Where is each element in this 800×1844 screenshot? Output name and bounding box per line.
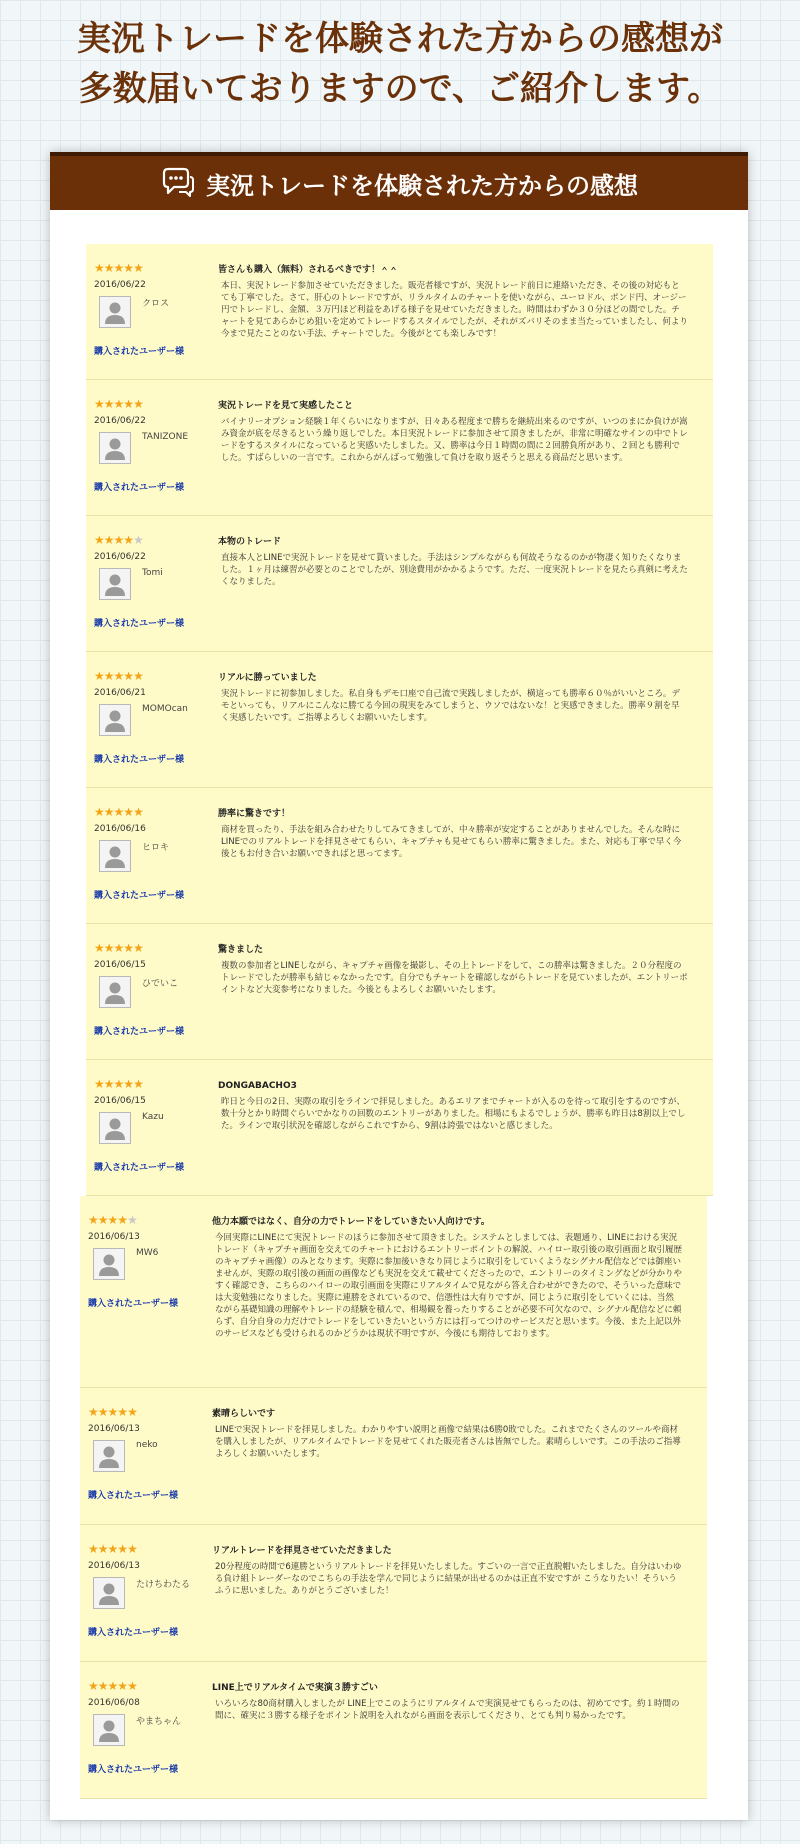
user-avatar-icon xyxy=(100,977,130,1007)
star-filled-icon: ★ xyxy=(97,1679,108,1693)
star-filled-icon: ★ xyxy=(113,1077,124,1091)
star-rating xyxy=(94,398,214,410)
star-filled-icon: ★ xyxy=(107,1679,118,1693)
review-date: 2016/06/22 xyxy=(94,416,146,426)
review-date: 2016/06/13 xyxy=(88,1232,140,1242)
review-content xyxy=(218,944,688,996)
review-body: バイナリーオプション経験１年くらいになりますが、日々ある程度まで勝ちを継続出来るのですが、いつのまにか負けが嵩み資金が底を尽きるという繰り返しでした。本日実況トレードに参加させて頂きましたが、非常に明確なサインの中でトレードをするスタイルになっていると実感いたしました。又、勝率は今日１時間の間に２回勝負所があり、２回とも勝利でした。すばらしいの一言です。これからがんばって勉強して負けを取り返そうと思える商品だと思います。 xyxy=(221,417,688,463)
reviewer xyxy=(94,704,214,742)
star-filled-icon: ★ xyxy=(113,941,124,955)
star-filled-icon: ★ xyxy=(127,1679,137,1693)
review-content xyxy=(212,1216,682,1340)
review-content xyxy=(218,400,688,464)
star-rating xyxy=(94,806,214,818)
reviewer xyxy=(94,296,214,334)
star-filled-icon: ★ xyxy=(113,669,124,683)
reviewer xyxy=(94,568,214,606)
review-meta xyxy=(94,670,214,765)
review-date: 2016/06/15 xyxy=(94,960,146,970)
reviewer-nickname: MOMOcan xyxy=(142,704,188,714)
star-filled-icon: ★ xyxy=(94,397,104,411)
review-body: 複数の参加者とLINEしながら、キャプチャ画像を撮影し、その上トレードをして、この勝率は驚きました。２０分程度のトレードでしたが勝率も結じゃなかったです。自分でもチャートを確認しながらトレードを見ていましたが、エントリーポイントなど大変参考になりました。今後ともよろしくお願いいたします。 xyxy=(221,961,688,995)
review-title: 本物のトレード xyxy=(218,537,282,547)
reviewer-nickname: ひでいこ xyxy=(142,979,179,989)
star-filled-icon: ★ xyxy=(107,1542,118,1556)
review-item xyxy=(80,1196,707,1388)
review-content xyxy=(218,536,688,588)
review-content xyxy=(212,1682,682,1722)
star-rating xyxy=(94,1078,214,1090)
review-content xyxy=(218,1080,688,1132)
review-list xyxy=(86,244,713,1784)
star-filled-icon: ★ xyxy=(107,1213,118,1227)
review-title: 他力本願ではなく、自分の力でトレードをしていきたい人向けです。 xyxy=(212,1217,490,1227)
star-empty-icon: ★ xyxy=(127,1213,137,1227)
review-date: 2016/06/13 xyxy=(88,1424,140,1434)
star-filled-icon: ★ xyxy=(97,1405,108,1419)
star-filled-icon: ★ xyxy=(88,1542,98,1556)
avatar xyxy=(93,1440,125,1472)
star-filled-icon: ★ xyxy=(127,1405,137,1419)
star-rating xyxy=(94,942,214,954)
reviewer xyxy=(94,432,214,470)
review-meta xyxy=(94,942,214,1037)
review-content xyxy=(218,264,688,340)
star-filled-icon: ★ xyxy=(103,805,114,819)
review-item xyxy=(86,1060,713,1196)
star-filled-icon: ★ xyxy=(103,941,114,955)
star-filled-icon: ★ xyxy=(117,1542,128,1556)
reviewer-nickname: やまちゃん xyxy=(136,1717,182,1727)
page-headline xyxy=(0,14,800,114)
star-filled-icon: ★ xyxy=(113,261,124,275)
review-date: 2016/06/15 xyxy=(94,1096,146,1106)
buyer-link[interactable]: 購入されたユーザー様 xyxy=(94,347,185,357)
star-filled-icon: ★ xyxy=(123,805,134,819)
star-filled-icon: ★ xyxy=(97,1213,108,1227)
review-body: 今回実際にLINEにて実況トレードのほうに参加させて頂きました。システムとしましては、表題通り、LINEにおける実況トレード（キャプチャ画面を交えてのチャートにおけるエントリーポイントの解説、ハイロー取引後の取引画面と取引履歴のキャプチャ画像）のみとなります。実際に参加後いきなり同じように取引をしていくようなシグナル配信などでは御座いませんが、実際の取引後の画面の画像なども実況を交えて載せてくださったので、エントリーのタイミングなどが分かりやすく確認でき、こちらのハイローの取引画面を実際にリアルタイムで見ながら答え合わせができたので、そういった意味では大変勉強になりました。実際に連勝をされているので、信憑性は大有りですが、同じように取引をしていくには、当然ながら基礎知識の理解やトレードの経験を積んで、相場観を養ったりすることが必要不可欠なので、シグナル配信などに頼らず、自分自身の力だけでトレードをしていきたいという方には打ってつけのサービスだと思います。今後、また上記以外のサービスなども受けられるのかどうかは現状不明ですが、今後にも期待しております。 xyxy=(215,1233,682,1339)
star-filled-icon: ★ xyxy=(94,941,104,955)
review-item xyxy=(86,244,713,380)
user-avatar-icon xyxy=(94,1249,124,1279)
review-meta xyxy=(88,1406,208,1501)
review-title: DONGABACHO3 xyxy=(218,1081,297,1091)
buyer-link[interactable]: 購入されたユーザー様 xyxy=(94,891,185,901)
reviewer xyxy=(94,976,214,1014)
star-filled-icon: ★ xyxy=(133,669,143,683)
review-title: LINE上でリアルタイムで実演３勝すごい xyxy=(212,1683,378,1693)
star-rating xyxy=(88,1680,208,1692)
user-avatar-icon xyxy=(100,433,130,463)
star-filled-icon: ★ xyxy=(117,1405,128,1419)
user-avatar-icon xyxy=(94,1715,124,1745)
buyer-link[interactable]: 購入されたユーザー様 xyxy=(88,1299,179,1309)
star-filled-icon: ★ xyxy=(94,805,104,819)
buyer-link[interactable]: 購入されたユーザー様 xyxy=(94,1163,185,1173)
avatar xyxy=(99,432,131,464)
review-meta xyxy=(88,1543,208,1638)
star-filled-icon: ★ xyxy=(133,261,143,275)
review-date: 2016/06/22 xyxy=(94,280,146,290)
user-avatar-icon xyxy=(100,841,130,871)
star-filled-icon: ★ xyxy=(133,397,143,411)
banner-title: 実況トレードを体験された方からの感想 xyxy=(206,171,638,200)
review-meta xyxy=(88,1214,208,1309)
star-filled-icon: ★ xyxy=(107,1405,118,1419)
star-filled-icon: ★ xyxy=(103,533,114,547)
star-filled-icon: ★ xyxy=(94,533,104,547)
avatar xyxy=(93,1714,125,1746)
review-title: 驚きました xyxy=(218,945,264,955)
star-filled-icon: ★ xyxy=(113,533,124,547)
reviewer-nickname: neko xyxy=(136,1440,158,1450)
avatar xyxy=(99,568,131,600)
buyer-link[interactable]: 購入されたユーザー様 xyxy=(94,755,185,765)
star-filled-icon: ★ xyxy=(103,669,114,683)
speech-bubble-icon xyxy=(160,165,196,201)
star-filled-icon: ★ xyxy=(88,1679,98,1693)
reviews-banner xyxy=(50,152,748,210)
reviewer-nickname: TANIZONE xyxy=(142,432,189,442)
avatar xyxy=(99,704,131,736)
review-title: リアルトレードを拝見させていただきました xyxy=(212,1546,392,1556)
user-avatar-icon xyxy=(100,569,130,599)
star-filled-icon: ★ xyxy=(117,1679,128,1693)
avatar xyxy=(99,840,131,872)
reviewer-nickname: Tomi xyxy=(142,568,163,578)
buyer-link[interactable]: 購入されたユーザー様 xyxy=(94,483,185,493)
review-meta xyxy=(88,1680,208,1775)
reviewer xyxy=(94,1112,214,1150)
star-empty-icon: ★ xyxy=(133,533,143,547)
review-item xyxy=(86,924,713,1060)
star-filled-icon: ★ xyxy=(123,533,134,547)
star-filled-icon: ★ xyxy=(133,805,143,819)
star-filled-icon: ★ xyxy=(103,261,114,275)
star-filled-icon: ★ xyxy=(103,1077,114,1091)
star-filled-icon: ★ xyxy=(113,397,124,411)
buyer-link[interactable]: 購入されたユーザー様 xyxy=(88,1765,179,1775)
star-filled-icon: ★ xyxy=(88,1405,98,1419)
review-body: 直接本人とLINEで実況トレードを見せて貰いました。手法はシンプルながらも何故そうなるのかが物凄く知りたくなりました。１ヶ月は練習が必要とのことでしたが、別途費用がかかるようです。ただ、一度実況トレードを見たら真剣に考えたくなりました。 xyxy=(221,553,688,587)
reviewer-nickname: たけちわたる xyxy=(136,1580,191,1590)
star-filled-icon: ★ xyxy=(88,1213,98,1227)
avatar xyxy=(99,976,131,1008)
star-filled-icon: ★ xyxy=(123,397,134,411)
avatar xyxy=(99,1112,131,1144)
star-filled-icon: ★ xyxy=(123,941,134,955)
star-filled-icon: ★ xyxy=(113,805,124,819)
user-avatar-icon xyxy=(100,705,130,735)
star-rating xyxy=(88,1406,208,1418)
review-body: いろいろな80商材購入しましたが LINE上でこのようにリアルタイムで実演見せてもらったのは、初めてです。約１時間の間に、確実に３勝する様子をポイント説明を入れながら画面を表示してくださり、とても判り易かったです。 xyxy=(215,1699,680,1721)
buyer-link[interactable]: 購入されたユーザー様 xyxy=(88,1491,179,1501)
star-rating xyxy=(88,1214,208,1226)
reviewer-nickname: ヒロキ xyxy=(142,843,170,853)
star-filled-icon: ★ xyxy=(123,669,134,683)
review-body: 20分程度の時間で6連勝というリアルトレードを拝見いたしました。すごいの一言で正直脱帽いたしました。自分はいわゆる負け組トレーダーなのでこちらの手法を学んで同じように結果が出せるのかは正直不安ですが こうなりたい！そういうふうに思いました。ありがとうございました！ xyxy=(215,1562,682,1596)
buyer-link[interactable]: 購入されたユーザー様 xyxy=(94,619,185,629)
star-filled-icon: ★ xyxy=(123,1077,134,1091)
review-title: 素晴らしいです xyxy=(212,1409,276,1419)
star-rating xyxy=(88,1543,208,1555)
star-rating xyxy=(94,262,214,274)
review-date: 2016/06/16 xyxy=(94,824,146,834)
review-body: LINEで実況トレードを拝見しました。わかりやすい説明と画像で結果は6勝0敗でした。これまでたくさんのツールや商材を購入しましたが、リアルタイムでトレードを見せてくれた販売者さんは皆無でした。素晴らしいです。この手法のご指導よろしくお願いいたします。 xyxy=(215,1425,681,1459)
review-meta xyxy=(94,806,214,901)
avatar xyxy=(99,296,131,328)
reviewer xyxy=(88,1248,208,1286)
headline-line-2: 多数届いておりますので、ご紹介します。 xyxy=(78,69,722,109)
star-filled-icon: ★ xyxy=(103,397,114,411)
review-title: リアルに勝っていました xyxy=(218,673,317,683)
avatar xyxy=(93,1248,125,1280)
reviewer xyxy=(88,1714,208,1752)
reviews-panel xyxy=(50,152,748,1820)
reviewer xyxy=(88,1577,208,1615)
user-avatar-icon xyxy=(94,1441,124,1471)
review-body: 商材を買ったり、手法を組み合わせたりしてみてきましてが、中々勝率が安定することがありませんでした。そんな時にLINEでのリアルトレードを拝見させてもらい、キャプチャも見せてもらい勝率に驚きました。また、対応も丁寧で早く今後ともお付き合いお願いできればと思ってます。 xyxy=(221,825,682,859)
user-avatar-icon xyxy=(100,297,130,327)
user-avatar-icon xyxy=(100,1113,130,1143)
reviewer-nickname: MW6 xyxy=(136,1248,159,1258)
buyer-link[interactable]: 購入されたユーザー様 xyxy=(94,1027,185,1037)
buyer-link[interactable]: 購入されたユーザー様 xyxy=(88,1628,179,1638)
review-item xyxy=(80,1388,707,1525)
review-meta xyxy=(94,1078,214,1173)
star-filled-icon: ★ xyxy=(94,1077,104,1091)
review-item xyxy=(86,516,713,652)
star-filled-icon: ★ xyxy=(97,1542,108,1556)
review-date: 2016/06/21 xyxy=(94,688,146,698)
review-item xyxy=(80,1662,707,1799)
star-filled-icon: ★ xyxy=(94,261,104,275)
review-item xyxy=(80,1525,707,1662)
review-body: 本日、実況トレード参加させていただきました。販売者様ですが、実況トレード前日に連絡いただき、その後の対応もとても丁寧でした。さて、肝心のトレードですが、リラルタイムのチャートを使いながら、ユーロドル、ポンド円、オージー円でトレードし、金額、３万円ほど利益をあげる様子を見せていただきました。時間はわずか３０分ほどの間でした。チャートを見てあらかじめ狙いを定めてトレードするスタイルでしたが、それがズバリそのまま当たっていましたし、何より今まで見たことのない手法、チャートでした。今後がとても楽しみです！ xyxy=(221,281,688,339)
reviewer-nickname: Kazu xyxy=(142,1112,164,1122)
reviewer xyxy=(88,1440,208,1478)
review-date: 2016/06/08 xyxy=(88,1698,140,1708)
star-filled-icon: ★ xyxy=(133,941,143,955)
reviewer xyxy=(94,840,214,878)
avatar xyxy=(93,1577,125,1609)
review-title: 勝率に驚きです！ xyxy=(218,809,291,819)
star-filled-icon: ★ xyxy=(123,261,134,275)
review-item xyxy=(86,652,713,788)
review-title: 皆さんも購入（無料）されるべきです！＾＾ xyxy=(218,265,399,275)
reviewer-nickname: クロス xyxy=(142,299,170,309)
star-filled-icon: ★ xyxy=(127,1542,137,1556)
review-content xyxy=(218,672,688,724)
review-content xyxy=(212,1545,682,1597)
review-content xyxy=(212,1408,682,1460)
review-date: 2016/06/22 xyxy=(94,552,146,562)
review-meta xyxy=(94,534,214,629)
user-avatar-icon xyxy=(94,1578,124,1608)
star-filled-icon: ★ xyxy=(94,669,104,683)
headline-line-1: 実況トレードを体験された方からの感想が xyxy=(77,19,723,59)
star-filled-icon: ★ xyxy=(133,1077,143,1091)
star-filled-icon: ★ xyxy=(117,1213,128,1227)
review-body: 実況トレードに初参加しました。私自身もデモ口座で自己流で実践しましたが、横這っても勝率６０％がいいところ。デモといっても、リアルにこんなに勝てる今回の現実をみてしまうと、ウソではないな！と実感できました。勝率９割を早く実感したいです。ご指導よろしくお願いいたします。 xyxy=(221,689,681,723)
review-body: 昨日と今日の2日、実際の取引をラインで拝見しました。あるエリアまでチャートが入るのを待って取引をするのですが、数十分とかり時間ぐらいでかなりの回数のエントリーがありました。相場にもよるでしょうが、勝率も昨日は8割以上でした。ラインで取引状況を確認しながらこれですから、9割は誇張ではないと感じました。 xyxy=(221,1097,686,1131)
review-meta xyxy=(94,398,214,493)
review-title: 実況トレードを見て実感したこと xyxy=(218,401,354,411)
review-content xyxy=(218,808,688,860)
review-meta xyxy=(94,262,214,357)
review-date: 2016/06/13 xyxy=(88,1561,140,1571)
star-rating xyxy=(94,670,214,682)
review-item xyxy=(86,380,713,516)
star-rating xyxy=(94,534,214,546)
review-item xyxy=(86,788,713,924)
